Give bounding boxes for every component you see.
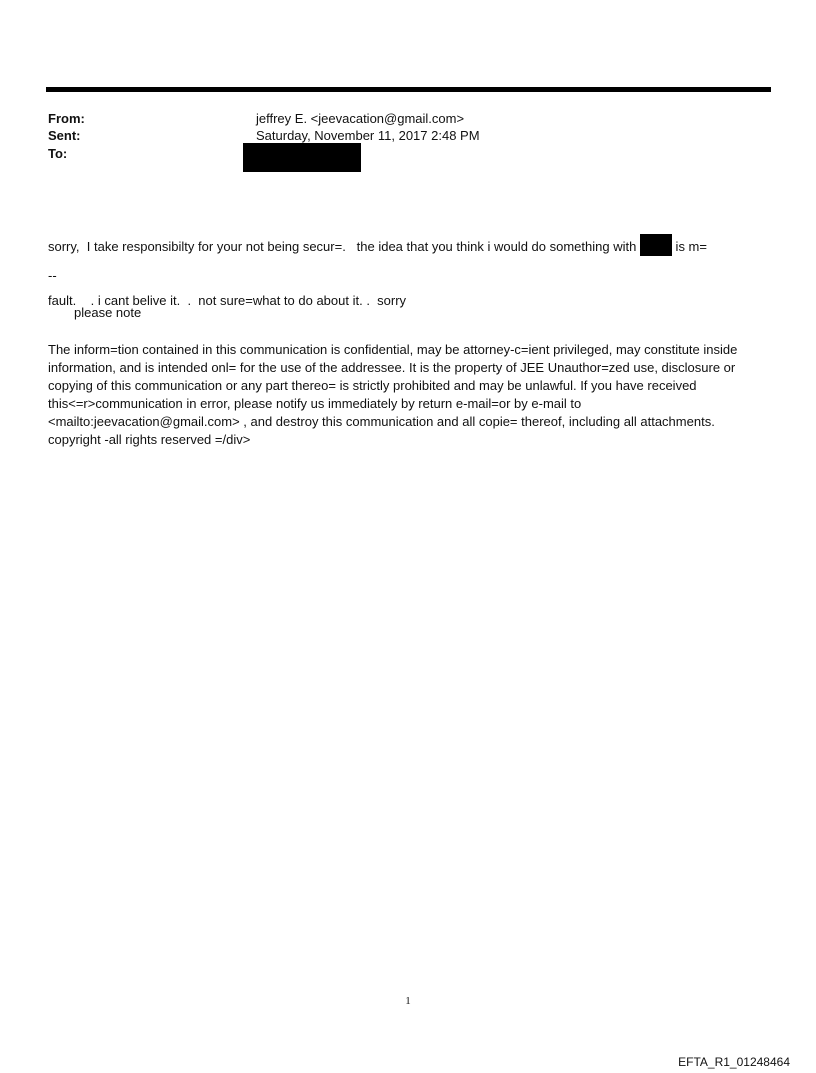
please-note-text: please note bbox=[74, 305, 142, 320]
bates-number: EFTA_R1_01248464 bbox=[678, 1055, 790, 1069]
sent-label: Sent: bbox=[48, 128, 81, 143]
to-label: To: bbox=[48, 146, 68, 161]
to-redaction-box bbox=[243, 143, 361, 172]
message-line-2: fault. . i cant belive it. . not sure=what to do about it. . sorry bbox=[48, 293, 407, 308]
top-rule bbox=[46, 87, 771, 92]
from-value: jeffrey E. <jeevacation@gmail.com> bbox=[256, 111, 465, 126]
page-number: 1 bbox=[405, 995, 411, 1007]
inline-redaction-box bbox=[640, 234, 672, 256]
sent-value: Saturday, November 11, 2017 2:48 PM bbox=[256, 128, 480, 143]
message-line-1-end: is m= bbox=[671, 239, 707, 254]
message-line-1-start: sorry, I take responsibilty for your not being secur=. the idea that you think i would do something with bbox=[48, 239, 640, 254]
confidentiality-disclaimer: The inform=tion contained in this communication is confidential, may be attorney-c=ient privileged, may constitute inside information, and is intended onl= for the use of the addressee. It is the property of JEE Unauthor=zed use, disclosure or copying of this communication or any part thereo= is strictly prohibited and may be unlawful. If you have received this<=r>communication in error, please notify us immediately by return e-mail=or by e-mail to <mailto:jeevacation@gmail.com> , and destroy this communication and all copie= thereof, including all attachments. copyright -all rights reserved =/div> bbox=[48, 342, 738, 447]
from-label: From: bbox=[48, 111, 85, 126]
signature-separator: -- bbox=[48, 268, 57, 283]
message-body bbox=[48, 198, 768, 328]
message-line-1 bbox=[48, 234, 768, 256]
